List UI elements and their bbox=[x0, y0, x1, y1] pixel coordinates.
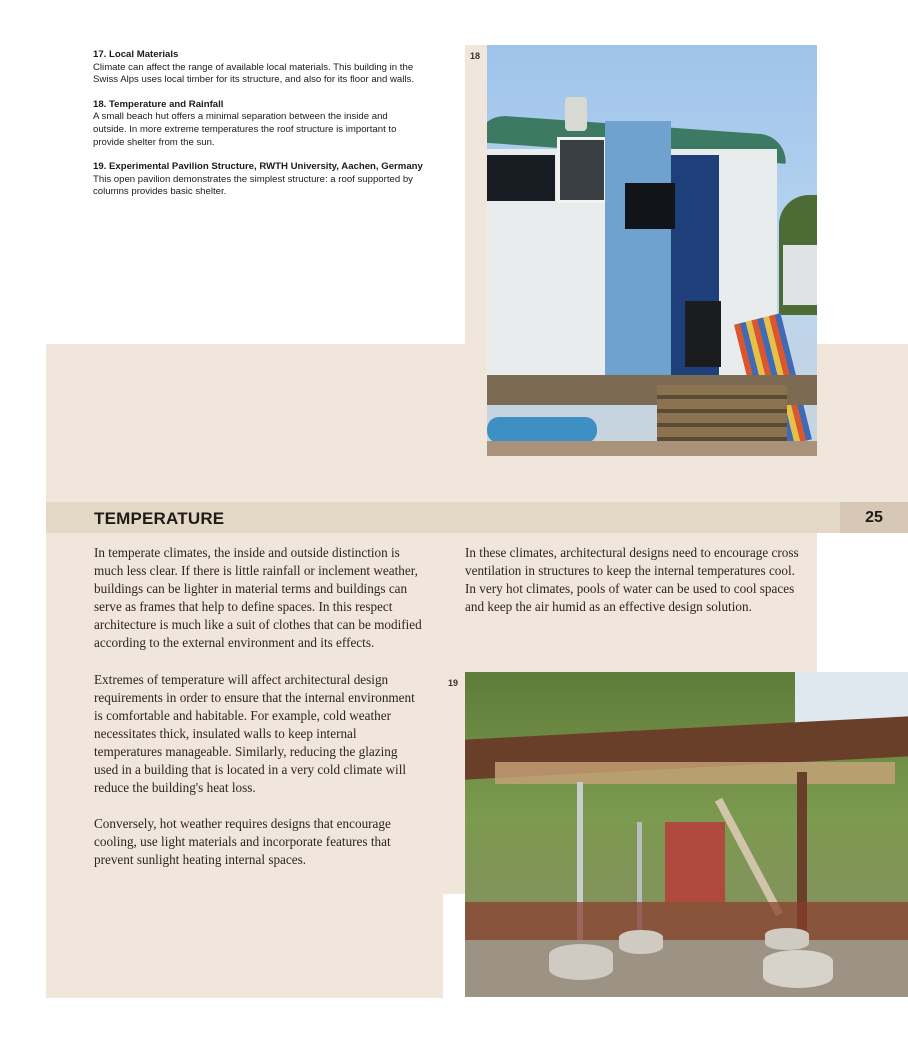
roof-underside bbox=[495, 762, 895, 784]
caption-title: 18. Temperature and Rainfall bbox=[93, 98, 224, 110]
caption-text: This open pavilion demonstrates the simplest structure: a roof supported by columns provides basic shelter. bbox=[93, 173, 413, 198]
photo-18-label: 18 bbox=[470, 51, 481, 61]
background-panel-label19 bbox=[443, 672, 465, 894]
caption-text: Climate can affect the range of available local materials. This building in the Swiss Alps uses local timber for its structure, and also for its floor and walls. bbox=[93, 61, 414, 86]
pavilion-photo bbox=[465, 672, 908, 997]
hut-sign bbox=[487, 155, 555, 201]
body-paragraph: Extremes of temperature will affect architectural design requirements in order to ensure that the internal environment is comfortable and habitable. For example, cold weather necessitates thick, insulated walls to keep internal temperatures manageable. Similarly, reducing the glazing used in a building that is located in a very cold climate will reduce the building's heat loss. bbox=[94, 671, 415, 796]
body-column-right bbox=[465, 544, 805, 634]
page-number: 25 bbox=[865, 509, 883, 526]
beach-hut-photo bbox=[487, 45, 817, 456]
wind-breaks-sign bbox=[625, 183, 675, 229]
caption-text: A small beach hut offers a minimal separation between the inside and outside. In more extreme temperatures the roof structure is important to provide shelter from the sun. bbox=[93, 111, 397, 148]
ground bbox=[487, 441, 817, 456]
chalkboard bbox=[685, 301, 721, 367]
background-panel-top bbox=[465, 45, 487, 345]
hedge bbox=[465, 902, 908, 942]
body-column-left bbox=[94, 544, 424, 888]
caption-19 bbox=[93, 161, 423, 199]
photo-19-label: 19 bbox=[448, 678, 459, 688]
captions bbox=[93, 49, 423, 211]
caption-title: 17. Local Materials bbox=[93, 49, 179, 60]
building-bg bbox=[665, 822, 725, 902]
body-paragraph: In these climates, architectural designs need to encourage cross ventilation in structures to keep the internal temperatures cool. In very hot climates, pools of water can be used to cool spaces and keep the air humid as an effective design solution. bbox=[465, 545, 799, 615]
house-right bbox=[783, 245, 817, 305]
body-paragraph: In temperate climates, the inside and outside distinction is much less clear. If there is little rainfall or inclement weather, buildings can be lighter in material terms and buildings can serve as frames that help to define spaces. In this respect architecture is much like a suit of clothes that can be modified according to the external environment and its effects. bbox=[94, 545, 422, 651]
hut-window bbox=[557, 137, 607, 203]
footing-right bbox=[763, 950, 833, 988]
caption-17 bbox=[93, 49, 423, 87]
hut-chimney bbox=[565, 97, 587, 131]
steel-strut bbox=[715, 798, 783, 917]
caption-18 bbox=[93, 99, 423, 149]
footing-center bbox=[619, 930, 663, 954]
ground bbox=[465, 940, 908, 997]
footing-right-back bbox=[765, 928, 809, 950]
section-title: TEMPERATURE bbox=[94, 509, 225, 528]
blue-pipes bbox=[487, 417, 597, 443]
caption-title: 19. Experimental Pavilion Structure, RWTH University, Aachen, Germany bbox=[93, 161, 423, 173]
footing-left bbox=[549, 944, 613, 980]
hut-door-blue bbox=[605, 121, 671, 375]
body-paragraph: Conversely, hot weather requires designs that encourage cooling, use light materials and incorporate features that prevent sunlight heating internal spaces. bbox=[94, 816, 391, 868]
